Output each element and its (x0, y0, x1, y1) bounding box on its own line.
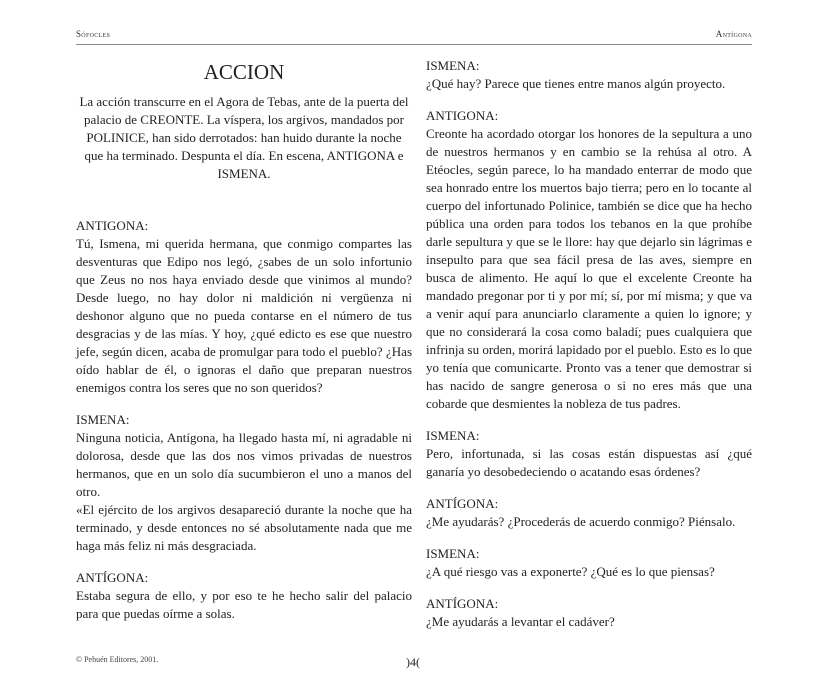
document-page (76, 0, 752, 678)
columns (76, 57, 752, 645)
speech-text: ¿Me ayudarás? ¿Procederás de acuerdo conmigo? Piénsalo. (426, 514, 736, 529)
section-title: ACCION (203, 60, 285, 84)
speaker: ISMENA: (76, 412, 130, 427)
speaker: ANTÍGONA: (76, 570, 149, 585)
speech (76, 411, 412, 555)
stage-direction: La acción transcurre en el Agora de Tebas, ante de la puerta del palacio de CREONTE. La víspera, los argivos, mandados por POLINICE, han sido derrotados: han huido durante la noche que ha terminado. Despunta el día. En escena, ANTIGONA e ISMENA. (79, 94, 409, 181)
running-header (76, 28, 752, 40)
speaker: ISMENA: (426, 546, 480, 561)
speaker: ANTÍGONA: (426, 496, 499, 511)
speech-text: Pero, infortunada, si las cosas están dispuestas así ¿qué ganaría yo desobedeciendo o acatando esas órdenes? (426, 446, 752, 479)
speech-text: Creonte ha acordado otorgar los honores de la sepultura a uno de nuestros hermanos y en cambio se la rehúsa al otro. A Etéocles, según parece, lo ha mandado enterrar de modo que sea honrado entre los muertos bajo tierra; pero en lo tocante al cuerpo del infortunado Polinice, también se dice que ha hecho pública una orden para todos los tebanos en la que prohíbe darle sepultura y que se le llore: hay que dejarlo sin lágrimas e insepulto para que sea fácil presa de las aves, siempre en busca de alimento. He aquí lo que el excelente Creonte ha mandado pregonar por ti y por mí; sí, por mí misma; y que va a venir aquí para anunciarlo claramente a quien lo ignore; y que no considerará la cosa como baladí; pues cualquiera que infrinja su orden, morirá lapidado por el pueblo. Esto es lo que yo tenía que comunicarte. Pronto vas a tener que demostrar si has nacido de sangre generosa o si no eres más que una cobarde que desmientes la nobleza de tus padres. (426, 126, 753, 411)
speech (426, 545, 752, 581)
speaker: ISMENA: (426, 58, 480, 73)
speech (426, 427, 752, 481)
speech-text: ¿Me ayudarás a levantar el cadáver? (426, 614, 615, 629)
speaker: ANTIGONA: (76, 218, 149, 233)
header-rule (76, 44, 752, 45)
speech (76, 217, 412, 397)
speech (426, 107, 752, 413)
footer (76, 655, 752, 678)
speech (426, 495, 752, 531)
speech-text: Estaba segura de ello, y por eso te he hecho salir del palacio para que puedas oírme a solas. (76, 588, 412, 621)
speech (426, 57, 752, 93)
right-column (426, 57, 752, 645)
running-header-title: Antígona (715, 29, 752, 39)
speech-text: ¿Qué hay? Parece que tienes entre manos algún proyecto. (426, 76, 726, 91)
speaker: ISMENA: (426, 428, 480, 443)
speaker: ANTIGONA: (426, 108, 499, 123)
speech-text: Ninguna noticia, Antígona, ha llegado hasta mí, ni agradable ni dolorosa, desde que las dos nos vimos privadas de nuestros hermanos, que en un solo día sucumbieron el uno a manos del otro. (76, 430, 412, 499)
copyright: © Pehuén Editores, 2001. (76, 655, 159, 664)
speech (426, 595, 752, 631)
speech-text: «El ejército de los argivos desapareció durante la noche que ha terminado, y desde entonces no sé absolutamente nada que me haga más feliz ni más desgraciada. (76, 502, 412, 553)
speech (76, 569, 412, 623)
left-column (76, 57, 412, 645)
speech-text: ¿A qué riesgo vas a exponerte? ¿Qué es lo que piensas? (426, 564, 715, 579)
page-number: )4( (406, 655, 420, 669)
speaker: ANTÍGONA: (426, 596, 499, 611)
speech-text: Tú, Ismena, mi querida hermana, que conmigo compartes las desventuras que Edipo nos legó, ¿sabes de un solo infortunio que Zeus no nos haya enviado desde que vinimos al mundo? Desde luego, no hay dolor ni maldición ni vergüenza ni deshonor alguno que no pueda contarse en el número de tus desgracias y de las mías. Y hoy, ¿qué edicto es ese que nuestro jefe, según dicen, acaba de promulgar para todo el pueblo? ¿Has oído hablar de él, o ignoras el daño que preparan nuestros enemigos contra los seres que no son queridos? (76, 236, 412, 395)
running-header-author: Sófocles (76, 29, 111, 39)
